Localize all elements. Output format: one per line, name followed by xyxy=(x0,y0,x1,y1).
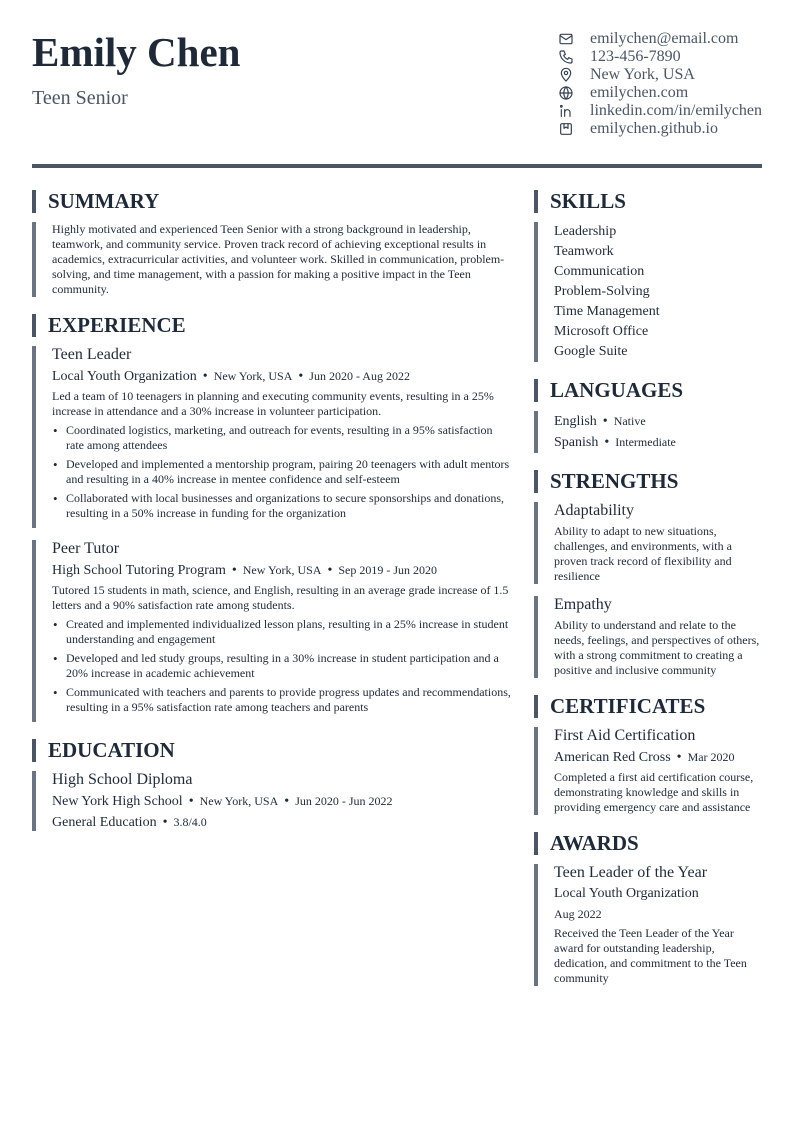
contact-github-text: emilychen.github.io xyxy=(590,120,718,137)
job-bullets xyxy=(52,617,512,715)
summary-section xyxy=(32,190,512,297)
education-entry xyxy=(32,771,512,831)
certificate-desc: Completed a first aid certification course, demonstrating knowledge and skills in providing emergency care and assistance xyxy=(554,770,754,814)
education-school: New York High School xyxy=(52,794,183,809)
job-bullet: • Developed and implemented a mentorship program, pairing 20 teenagers with adult mentors and resulting in a 40% increase in mentee confidence and self-esteem xyxy=(52,457,512,487)
certificates-section xyxy=(534,695,764,815)
job-bullet: • Collaborated with local businesses and organizations to secure sponsorships and donations, resulting in a 50% increase in funding for the organization xyxy=(52,491,512,521)
job-location: New York, USA xyxy=(213,369,293,383)
award-desc: Received the Teen Leader of the Year award for outstanding leadership, dedication, and commitment to the Teen community xyxy=(554,926,747,985)
strengths-heading: STRENGTHS xyxy=(534,470,764,493)
separator-dot: • xyxy=(327,563,333,578)
job-dates: Sep 2019 - Jun 2020 xyxy=(338,563,438,577)
strength-name: Empathy xyxy=(554,596,612,613)
education-section xyxy=(32,739,512,831)
mail-icon xyxy=(557,31,574,48)
contact-website[interactable] xyxy=(557,84,777,102)
skills-section xyxy=(534,190,764,362)
skills-list xyxy=(534,222,764,362)
skill-item: Google Suite xyxy=(554,344,628,359)
separator-dot: • xyxy=(284,794,290,809)
certificate-entry xyxy=(534,727,764,815)
certificates-heading: CERTIFICATES xyxy=(534,695,764,718)
separator-dot: • xyxy=(602,414,608,429)
contact-website-text: emilychen.com xyxy=(590,84,689,101)
education-location: New York, USA xyxy=(199,794,279,808)
skill-item: Communication xyxy=(554,264,645,279)
education-degree: High School Diploma xyxy=(52,771,193,788)
job-meta xyxy=(52,368,512,385)
linkedin-icon xyxy=(557,103,574,120)
contact-location-text: New York, USA xyxy=(590,66,695,83)
right-column xyxy=(534,190,764,1003)
contact-github[interactable] xyxy=(557,120,777,138)
education-heading: EDUCATION xyxy=(32,739,512,762)
location-pin-icon xyxy=(557,67,574,84)
job-org: High School Tutoring Program xyxy=(52,563,226,578)
job-role: Teen Leader xyxy=(52,346,132,363)
strength-item xyxy=(534,596,764,678)
separator-dot: • xyxy=(298,369,304,384)
separator-dot: • xyxy=(604,435,610,450)
job-bullets xyxy=(52,423,512,521)
award-date: Aug 2022 xyxy=(554,907,602,921)
skill-item: Teamwork xyxy=(554,244,614,259)
candidate-title: Teen Senior xyxy=(32,87,128,109)
contact-phone-text: 123-456-7890 xyxy=(590,48,681,65)
job-bullet: • Created and implemented individualized lesson plans, resulting in a 25% increase in student understanding and engagement xyxy=(52,617,512,647)
separator-dot: • xyxy=(202,369,208,384)
language-name: English xyxy=(554,414,597,429)
language-name: Spanish xyxy=(554,435,599,450)
header-divider xyxy=(32,164,762,168)
job-meta xyxy=(52,562,512,579)
experience-section xyxy=(32,314,512,722)
skill-item: Problem-Solving xyxy=(554,284,650,299)
job-bullet: • Developed and led study groups, resulting in a 30% increase in student participation and a 20% increase in academic achievement xyxy=(52,651,512,681)
experience-entry xyxy=(32,540,512,722)
award-name: Teen Leader of the Year xyxy=(554,864,708,881)
summary-body xyxy=(32,222,512,297)
job-org: Local Youth Organization xyxy=(52,369,197,384)
contact-email-text: emilychen@email.com xyxy=(590,30,739,47)
summary-text: Highly motivated and experienced Teen Senior with a strong background in leadership, teamwork, and community service. Proven track record of achieving exceptional results in academics, extracurricular activities, and volunteer work. Skilled in communication, problem-solving, and time management, with a passion for making a positive impact in the Teen community. xyxy=(52,222,505,296)
candidate-name: Emily Chen xyxy=(32,29,241,75)
separator-dot: • xyxy=(676,750,682,765)
job-bullet: • Coordinated logistics, marketing, and outreach for events, resulting in a 95% satisfaction rate among attendees xyxy=(52,423,512,453)
education-field-row xyxy=(52,814,512,831)
award-entry xyxy=(534,864,764,986)
language-level: Intermediate xyxy=(615,435,676,449)
strength-desc: Ability to understand and relate to the needs, feelings, and perspectives of others, with a strong commitment to creating a positive and inclusive community xyxy=(554,618,760,677)
language-item xyxy=(554,411,764,432)
github-icon xyxy=(557,121,574,138)
strength-name: Adaptability xyxy=(554,502,634,519)
languages-section xyxy=(534,379,764,453)
certificate-issuer: American Red Cross xyxy=(554,750,671,765)
job-location: New York, USA xyxy=(242,563,322,577)
education-gpa: 3.8/4.0 xyxy=(173,815,207,829)
separator-dot: • xyxy=(162,815,168,830)
job-bullet: • Communicated with teachers and parents to provide progress updates and recommendations, resulting in a 95% satisfaction rate among teachers and parents xyxy=(52,685,512,715)
skill-item: Microsoft Office xyxy=(554,324,649,339)
education-field: General Education xyxy=(52,815,157,830)
experience-entry xyxy=(32,346,512,528)
education-meta xyxy=(52,793,512,810)
left-column xyxy=(32,190,512,848)
awards-section xyxy=(534,832,764,986)
education-dates: Jun 2020 - Jun 2022 xyxy=(295,794,393,808)
strengths-section xyxy=(534,470,764,678)
language-item xyxy=(554,432,764,453)
contact-list xyxy=(557,30,777,138)
strength-item xyxy=(534,502,764,584)
contact-phone[interactable] xyxy=(557,48,777,66)
certificate-name: First Aid Certification xyxy=(554,727,696,744)
awards-heading: AWARDS xyxy=(534,832,764,855)
separator-dot: • xyxy=(188,794,194,809)
job-description: Led a team of 10 teenagers in planning and executing community events, resulting in a 25% increase in attendance and a 30% increase in volunteer participation. xyxy=(52,389,494,418)
certificate-date: Mar 2020 xyxy=(687,750,735,764)
experience-heading: EXPERIENCE xyxy=(32,314,512,337)
award-org: Local Youth Organization xyxy=(554,886,699,901)
languages-heading: LANGUAGES xyxy=(534,379,764,402)
globe-icon xyxy=(557,85,574,102)
job-role: Peer Tutor xyxy=(52,540,120,557)
certificate-meta xyxy=(554,749,764,766)
languages-list xyxy=(534,411,764,453)
skill-item: Time Management xyxy=(554,304,660,319)
contact-linkedin[interactable] xyxy=(557,102,777,120)
contact-location xyxy=(557,66,777,84)
contact-linkedin-text: linkedin.com/in/emilychen xyxy=(590,102,762,119)
language-level: Native xyxy=(613,414,646,428)
strength-desc: Ability to adapt to new situations, challenges, and environments, with a proven track record of flexibility and resilience xyxy=(554,524,732,583)
contact-email[interactable] xyxy=(557,30,777,48)
job-dates: Jun 2020 - Aug 2022 xyxy=(309,369,410,383)
skills-heading: SKILLS xyxy=(534,190,764,213)
job-description: Tutored 15 students in math, science, and English, resulting in an average grade increase of 1.5 letters and a 90% satisfaction rate among students. xyxy=(52,583,509,612)
summary-heading: SUMMARY xyxy=(32,190,512,213)
skill-item: Leadership xyxy=(554,224,617,239)
phone-icon xyxy=(557,49,574,66)
separator-dot: • xyxy=(231,563,237,578)
resume-header xyxy=(32,28,762,148)
